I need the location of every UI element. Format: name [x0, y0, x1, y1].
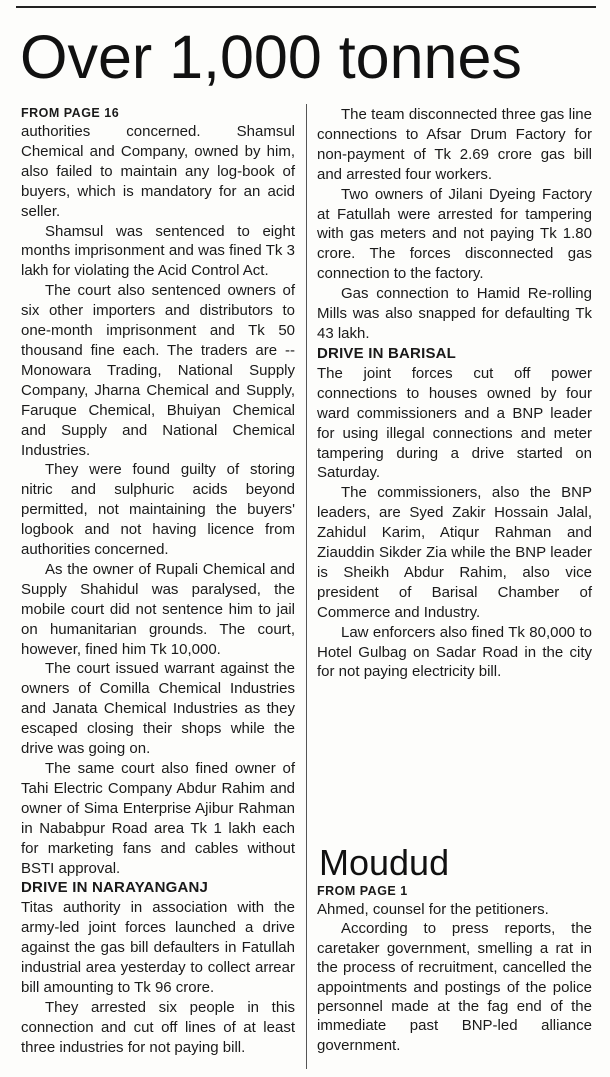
article-paragraph: Law enforcers also fined Tk 80,000 to Hotel Gulbag on Sadar Road in the city for not paying electricity bill. [317, 623, 592, 681]
story-moudud [317, 843, 592, 1055]
article-paragraph: As the owner of Rupali Chemical and Supply Shahidul was paralysed, the mobile court did not sentence him to jail on humanitarian grounds. The court, however, fined him Tk 10,000. [21, 560, 295, 658]
article-paragraph: Gas connection to Hamid Re-rolling Mills was also snapped for defaulting Tk 43 lakh. [317, 285, 592, 342]
story2-headline: Moudud [319, 842, 450, 883]
article-paragraph: Shamsul was sentenced to eight months imprisonment and was fined Tk 3 lakh for violating the Acid Control Act. [21, 222, 295, 280]
continuation-kicker: FROM PAGE 16 [21, 106, 120, 120]
left-column [21, 105, 295, 1058]
article-paragraph: The court issued warrant against the owners of Comilla Chemical Industries and Janata Chemical Industries as they escaped closing their shops while the drive was going on. [21, 660, 295, 758]
subhead-barisal: DRIVE IN BARISAL [317, 344, 457, 362]
right-column [317, 105, 592, 682]
top-rule [16, 0, 596, 8]
article-paragraph: Titas authority in association with the army-led joint forces launched a drive against the gas bill defaulters in Fatullah industrial area yesterday to collect arrear bill amounting to Tk 96 crore. [21, 899, 295, 997]
article-paragraph: Two owners of Jilani Dyeing Factory at Fatullah were arrested for tampering with gas meters and not paying Tk 1.80 crore. The forces disconnected gas connection to the factory. [317, 185, 592, 283]
article-paragraph: The court also sentenced owners of six other importers and distributors to one-month imprisonment and Tk 50 thousand fine each. The traders are -- Monowara Trading, National Supply Company, Jharna Chemical and Supply, Faruque Chemical, Bhuiyan Chemical and Supply and National Chemical Industries. [21, 282, 295, 459]
subhead-narayanganj: DRIVE IN NARAYANGANJ [21, 879, 209, 897]
article-paragraph: They arrested six people in this connection and cut off lines of at least three industries for not paying bill. [21, 998, 295, 1056]
article-paragraph: The commissioners, also the BNP leaders, are Syed Zakir Hossain Jalal, Zahidul Karim, Atiqur Rahman and Ziauddin Sikder Zia while the BNP leader is Sheikh Abdur Rahim, also vice president of Barisal Chamber of Commerce and Industry. [317, 484, 592, 621]
article-paragraph: The same court also fined owner of Tahi Electric Company Abdur Rahim and owner of Sima Enterprise Ajibur Rahman in Nababpur Road area Tk 1 lakh each for marketing fans and cables without BSTI approval. [21, 760, 295, 877]
article-paragraph: The team disconnected three gas line connections to Afsar Drum Factory for non-payment of Tk 2.69 crore gas bill and arrested four workers. [317, 106, 592, 183]
article-paragraph: The joint forces cut off power connections to houses owned by four ward commissioners and a BNP leader for using illegal connections and meter tampering during a drive started on Saturday. [317, 364, 592, 482]
article-paragraph: Ahmed, counsel for the petitioners. [317, 901, 549, 918]
column-divider [306, 104, 307, 1069]
story2-kicker: FROM PAGE 1 [317, 884, 408, 898]
article-paragraph: They were found guilty of storing nitric and sulphuric acids beyond permitted, not maintaining the buyers' logbook and not having licence from authorities concerned. [21, 461, 295, 559]
headline: Over 1,000 tonnes [20, 23, 522, 91]
article-paragraph: According to press reports, the caretaker government, smelling a rat in the process of recruitment, cancelled the appointments and postings of the police personnel made at the fag end of the immediate past BNP-led alliance government. [317, 920, 592, 1054]
article-paragraph: authorities concerned. Shamsul Chemical and Company, owned by him, also failed to maintain any log-book of buyers, which is mandatory for an acid seller. [21, 123, 295, 220]
